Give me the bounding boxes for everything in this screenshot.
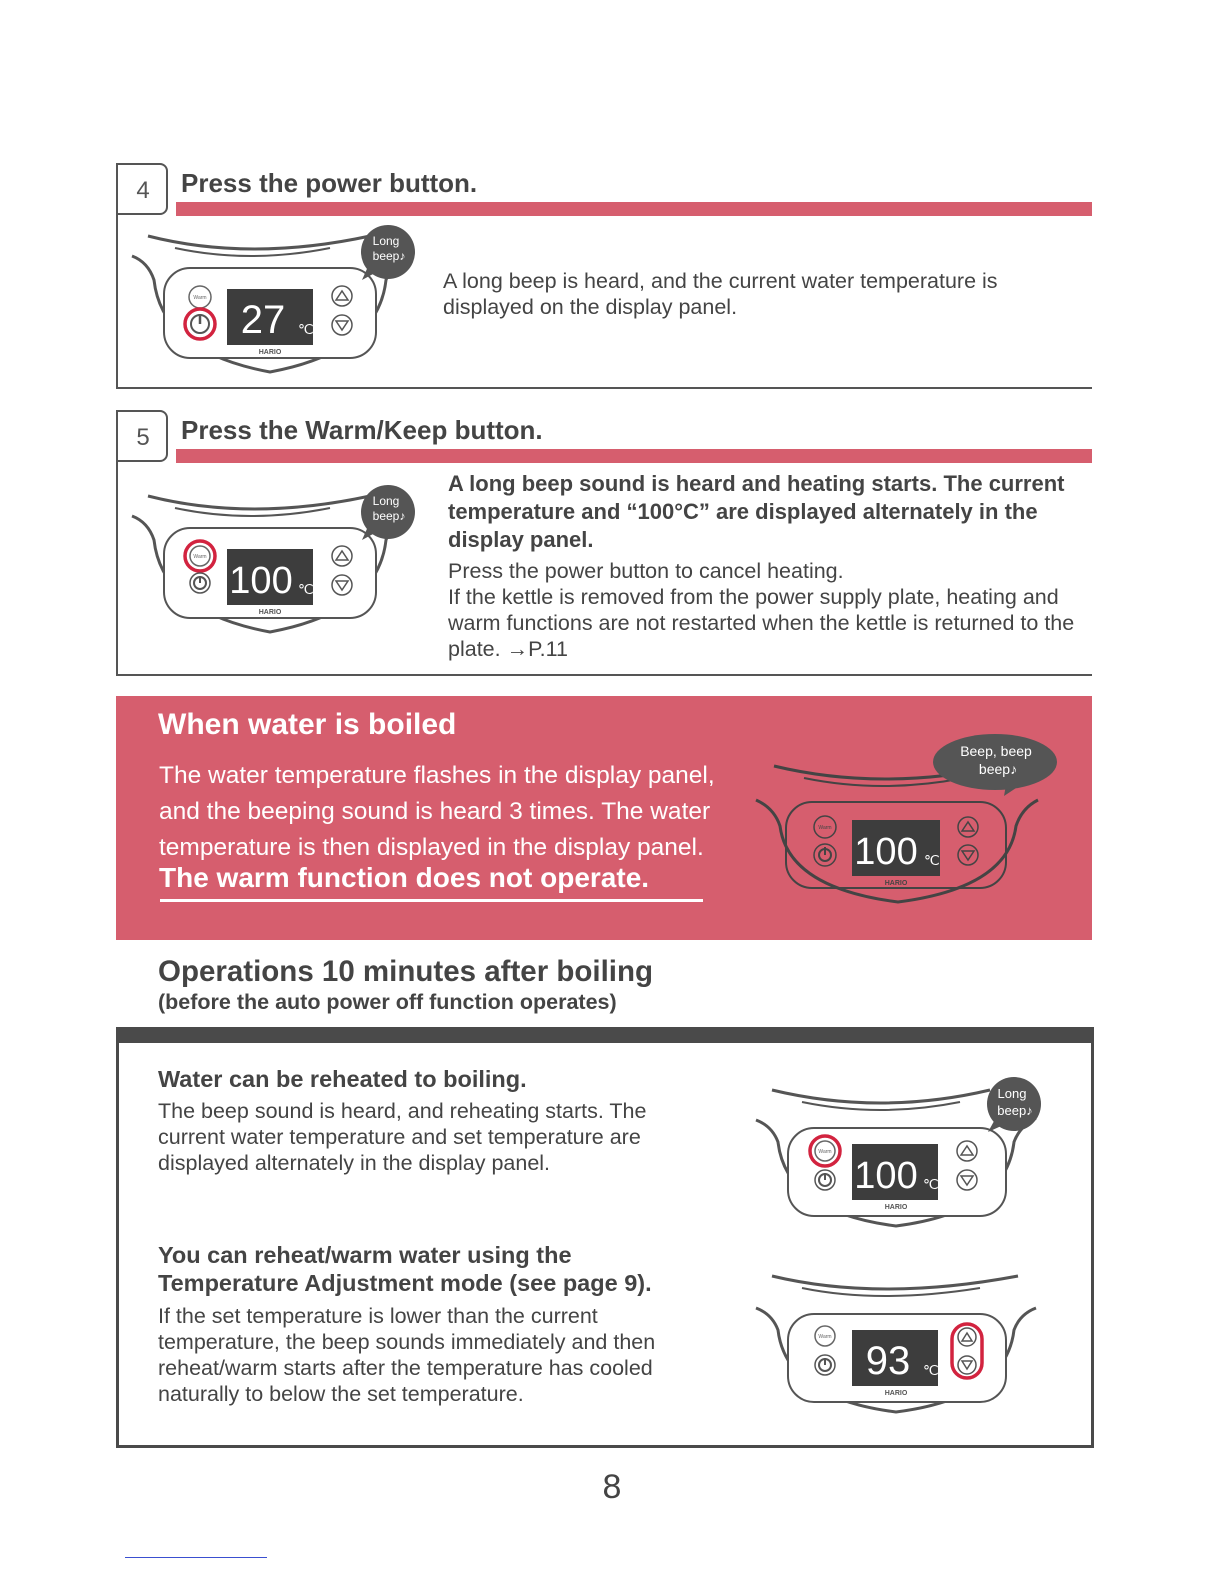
adjust-body: If the set temperature is lower than the current temperature, the beep sounds immediately and then reheat/warm starts after the temperature has cooled naturally to below the set temperature. <box>158 1304 656 1406</box>
svg-text:Long: Long <box>372 494 400 508</box>
boiled-kettle-illustration <box>752 730 1062 910</box>
svg-text:℃: ℃ <box>298 581 314 597</box>
svg-text:100: 100 <box>854 831 918 873</box>
svg-text:Warm: Warm <box>818 1334 832 1340</box>
operations-title: Operations 10 minutes after boiling <box>158 955 654 988</box>
svg-text:Beep, beep: Beep, beep <box>960 743 1032 759</box>
step-5-bar <box>176 449 1092 463</box>
adjust-title-line-2: Temperature Adjustment mode (see page 9). <box>158 1270 652 1296</box>
svg-text:℃: ℃ <box>923 1176 939 1192</box>
svg-text:Warm: Warm <box>818 1149 832 1155</box>
boiled-text: The water temperature flashes in the display panel, and the beeping sound is heard 3 times. The water temperature is then displayed in the display panel. <box>159 762 715 861</box>
svg-text:HARIO: HARIO <box>884 880 908 887</box>
step-5-title: Press the Warm/Keep button. <box>181 415 543 445</box>
boiled-title: When water is boiled <box>158 708 457 741</box>
reheat-kettle-illustration <box>750 1076 1050 1236</box>
operations-subtitle: (before the auto power off function operates) <box>158 990 617 1014</box>
svg-text:HARIO: HARIO <box>258 609 282 616</box>
step-4-title: Press the power button. <box>181 168 478 198</box>
adjust-kettle-illustration <box>750 1268 1050 1418</box>
step-5-frame-bottom <box>116 674 1092 676</box>
svg-text:HARIO: HARIO <box>258 349 282 356</box>
boiled-warning-underline <box>160 899 703 902</box>
step-4-bar <box>176 202 1092 216</box>
svg-text:beep♪: beep♪ <box>997 1103 1033 1118</box>
boiled-warning: The warm function does not operate. <box>159 862 650 893</box>
svg-text:100: 100 <box>229 560 293 602</box>
step-5-tab <box>116 410 168 462</box>
step-4-tab <box>116 163 168 215</box>
step-5-frame-left <box>116 460 118 676</box>
svg-text:93: 93 <box>865 1339 911 1383</box>
reheat-body: The beep sound is heard, and reheating starts. The current water temperature and set temperature are displayed alternately in the display panel. <box>158 1099 647 1175</box>
adjust-title-line-1: You can reheat/warm water using the <box>158 1242 572 1268</box>
footer-link-line[interactable] <box>125 1557 267 1558</box>
svg-text:HARIO: HARIO <box>884 1204 908 1211</box>
svg-text:Warm: Warm <box>193 295 207 301</box>
step-4-bubble-line-2: beep♪ <box>372 249 406 263</box>
svg-text:Long: Long <box>997 1086 1027 1101</box>
step-4-frame-bottom <box>116 387 1092 389</box>
step-4-frame-left <box>116 213 118 389</box>
step-4-bubble-line-1: Long <box>372 234 400 248</box>
step-4-display-digits: 27 <box>240 298 286 342</box>
svg-text:beep♪: beep♪ <box>978 761 1018 777</box>
svg-text:Warm: Warm <box>818 825 832 831</box>
step-5-kettle-illustration <box>130 482 420 642</box>
svg-text:Warm: Warm <box>193 554 207 560</box>
step-5-body-line-1: Press the power button to cancel heating. <box>448 559 844 583</box>
svg-text:beep♪: beep♪ <box>372 509 406 523</box>
svg-text:100: 100 <box>854 1155 918 1197</box>
svg-text:HARIO: HARIO <box>884 1390 908 1397</box>
reheat-title: Water can be reheated to boiling. <box>158 1066 527 1092</box>
step-4-kettle-illustration <box>130 222 420 382</box>
step-5-body-line-2: If the kettle is removed from the power supply plate, heating and warm functions are not restarted when the kettle is returned to the plate. →P.11 <box>448 585 1075 661</box>
step-5-bold-text: A long beep sound is heard and heating starts. The current temperature and “100°C” are displayed alternately in the display panel. <box>448 471 1065 552</box>
svg-text:℃: ℃ <box>298 321 314 337</box>
step-4-number: 4 <box>136 177 150 204</box>
svg-text:℃: ℃ <box>924 852 940 868</box>
svg-text:℃: ℃ <box>923 1362 939 1378</box>
step-4-body: A long beep is heard, and the current water temperature is displayed on the display panel. <box>443 269 998 319</box>
step-5-number: 5 <box>136 424 150 451</box>
page-number: 8 <box>602 1468 622 1506</box>
